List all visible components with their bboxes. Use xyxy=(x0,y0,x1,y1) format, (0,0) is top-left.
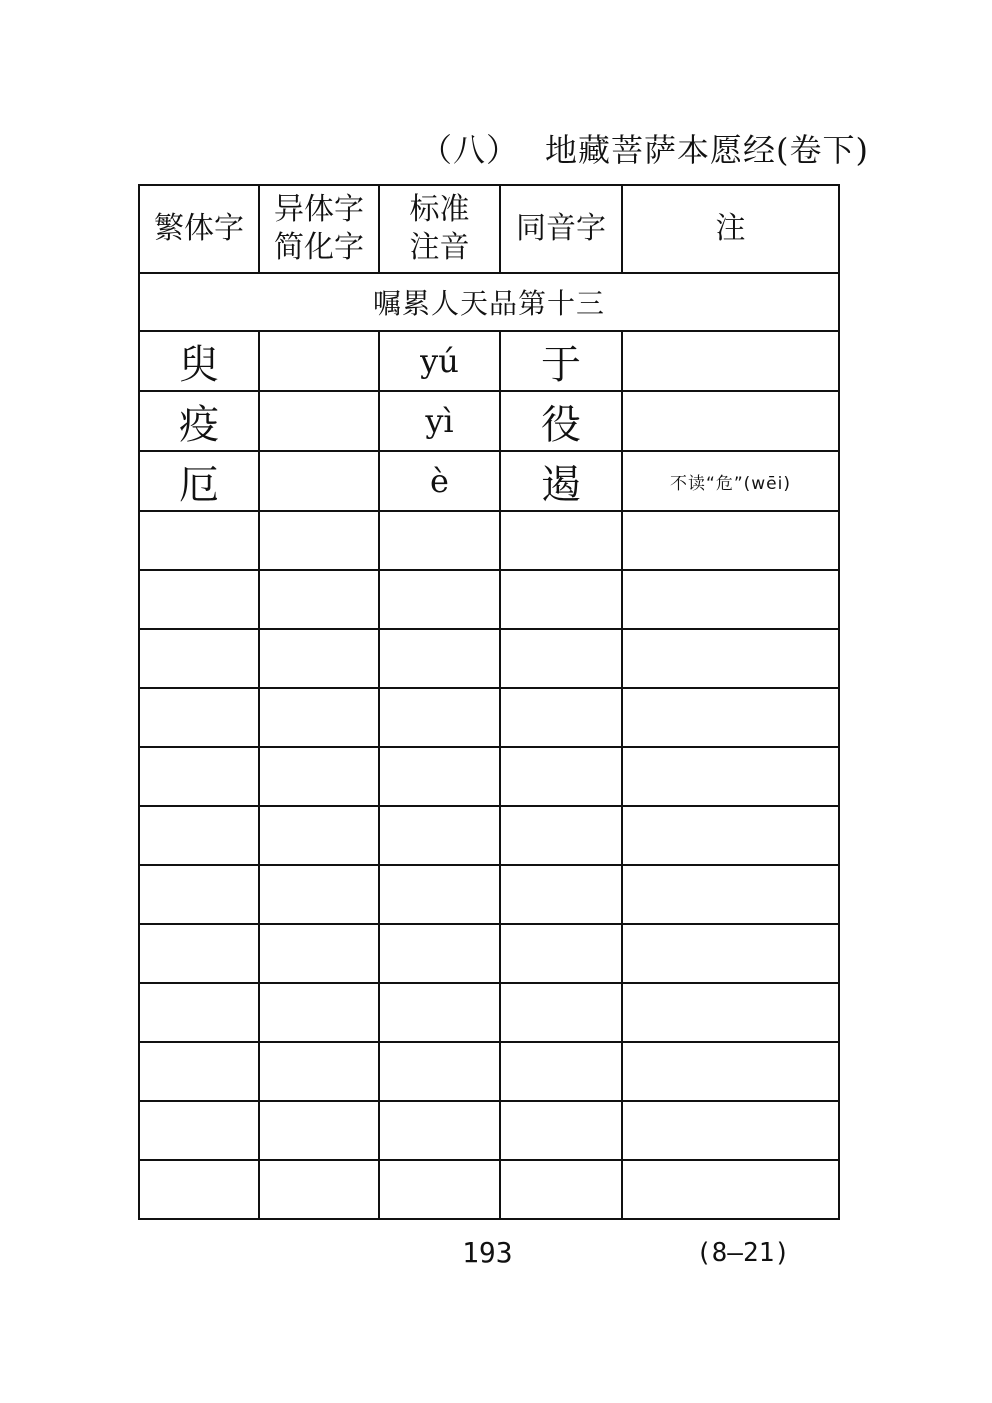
cell-traditional: 疫 xyxy=(139,391,259,451)
cell-homophone xyxy=(500,747,622,806)
cell-note xyxy=(622,806,839,865)
cell-traditional xyxy=(139,865,259,924)
table-row xyxy=(139,806,839,865)
header-row xyxy=(139,185,839,273)
cell-variant xyxy=(259,747,379,806)
cell-variant xyxy=(259,688,379,747)
cell-pinyin xyxy=(379,747,500,806)
cell-traditional: 厄 xyxy=(139,451,259,511)
table-row xyxy=(139,983,839,1042)
cell-pinyin: è xyxy=(379,451,500,511)
cell-homophone xyxy=(500,924,622,983)
cell-traditional xyxy=(139,1101,259,1160)
cell-variant xyxy=(259,331,379,391)
cell-note xyxy=(622,1042,839,1101)
cell-note xyxy=(622,688,839,747)
table-row xyxy=(139,1042,839,1101)
cell-homophone xyxy=(500,806,622,865)
cell-pinyin xyxy=(379,1042,500,1101)
cell-pinyin xyxy=(379,570,500,629)
cell-homophone xyxy=(500,570,622,629)
page-header xyxy=(420,128,869,172)
cell-variant xyxy=(259,570,379,629)
cell-variant xyxy=(259,983,379,1042)
cell-traditional xyxy=(139,924,259,983)
table-row xyxy=(139,331,839,391)
table-row xyxy=(139,570,839,629)
cell-homophone xyxy=(500,983,622,1042)
cell-pinyin xyxy=(379,983,500,1042)
cell-note xyxy=(622,331,839,391)
cell-pinyin xyxy=(379,688,500,747)
cell-traditional xyxy=(139,570,259,629)
cell-note xyxy=(622,391,839,451)
cell-homophone: 役 xyxy=(500,391,622,451)
cell-traditional xyxy=(139,629,259,688)
cell-variant xyxy=(259,806,379,865)
cell-pinyin: yì xyxy=(379,391,500,451)
cell-note xyxy=(622,1160,839,1219)
table-row xyxy=(139,865,839,924)
cell-homophone xyxy=(500,865,622,924)
cell-variant xyxy=(259,511,379,570)
cell-variant xyxy=(259,451,379,511)
cell-homophone: 遏 xyxy=(500,451,622,511)
table-row xyxy=(139,1101,839,1160)
cell-note xyxy=(622,570,839,629)
cell-homophone xyxy=(500,629,622,688)
cell-homophone xyxy=(500,511,622,570)
cell-pinyin xyxy=(379,924,500,983)
cell-pinyin xyxy=(379,1160,500,1219)
cell-variant xyxy=(259,391,379,451)
column-header-pinyin: 标准 注音 xyxy=(379,185,500,273)
cell-pinyin xyxy=(379,806,500,865)
table-row xyxy=(139,451,839,511)
cell-pinyin xyxy=(379,1101,500,1160)
cell-variant xyxy=(259,1101,379,1160)
chapter-row xyxy=(139,273,839,331)
table-row xyxy=(139,747,839,806)
cell-traditional xyxy=(139,688,259,747)
cell-note: 不读“危”(wēi) xyxy=(622,451,839,511)
cell-note xyxy=(622,511,839,570)
cell-variant xyxy=(259,924,379,983)
cell-pinyin xyxy=(379,865,500,924)
cell-variant xyxy=(259,865,379,924)
cell-homophone xyxy=(500,1160,622,1219)
cell-note xyxy=(622,865,839,924)
cell-note xyxy=(622,983,839,1042)
chapter-title: 嘱累人天品第十三 xyxy=(139,273,839,331)
cell-traditional xyxy=(139,511,259,570)
cell-note xyxy=(622,629,839,688)
cell-variant xyxy=(259,1160,379,1219)
cell-traditional xyxy=(139,1042,259,1101)
cell-traditional xyxy=(139,1160,259,1219)
table-row xyxy=(139,511,839,570)
glossary-table xyxy=(138,184,840,1220)
cell-variant xyxy=(259,1042,379,1101)
cell-traditional xyxy=(139,747,259,806)
page-number: 193 xyxy=(462,1236,513,1269)
cell-homophone xyxy=(500,1042,622,1101)
table-row xyxy=(139,924,839,983)
cell-traditional xyxy=(139,806,259,865)
cell-traditional xyxy=(139,983,259,1042)
cell-traditional: 臾 xyxy=(139,331,259,391)
cell-pinyin xyxy=(379,511,500,570)
page-code: (8—21) xyxy=(696,1238,790,1268)
cell-note xyxy=(622,747,839,806)
column-header-homophone: 同音字 xyxy=(500,185,622,273)
cell-note xyxy=(622,924,839,983)
table-row xyxy=(139,1160,839,1219)
table-row xyxy=(139,391,839,451)
table-row xyxy=(139,629,839,688)
column-header-variant: 异体字 简化字 xyxy=(259,185,379,273)
cell-pinyin xyxy=(379,629,500,688)
cell-homophone xyxy=(500,1101,622,1160)
column-header-note: 注 xyxy=(622,185,839,273)
cell-homophone xyxy=(500,688,622,747)
table-row xyxy=(139,688,839,747)
column-header-traditional: 繁体字 xyxy=(139,185,259,273)
cell-homophone: 于 xyxy=(500,331,622,391)
book-title: 地藏菩萨本愿经(卷下) xyxy=(545,131,869,169)
cell-note xyxy=(622,1101,839,1160)
cell-variant xyxy=(259,629,379,688)
volume-label: （八） xyxy=(420,131,520,169)
cell-pinyin: yú xyxy=(379,331,500,391)
